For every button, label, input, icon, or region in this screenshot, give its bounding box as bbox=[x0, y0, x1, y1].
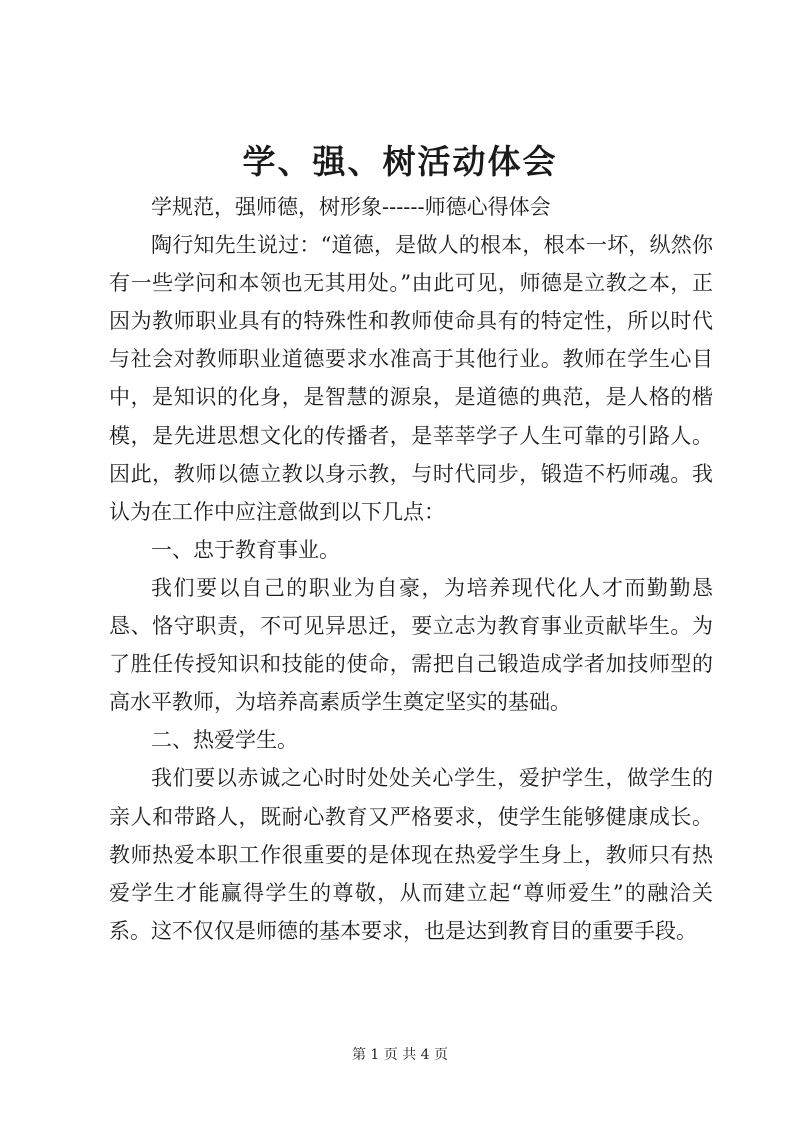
paragraph-section-1: 我们要以自己的职业为自豪，为培养现代化人才而勤勤恳恳、恪守职责，不可见异思迁，要立志为教育事业贡献毕生。为了胜任传授知识和技能的使命，需把自己锻造成学者加技师型的高水平教师，为培养高素质学生奠定坚实的基础。 bbox=[109, 575, 713, 715]
paragraph-section-2: 我们要以赤诚之心时时处处关心学生，爱护学生，做学生的亲人和带路人，既耐心教育又严格要求，使学生能够健康成长。教师热爱本职工作很重要的是体现在热爱学生身上，教师只有热爱学生才能赢得学生的尊敬，从而建立起“尊师爱生”的融洽关系。这不仅仅是师德的基本要求，也是达到教育目的重要手段。 bbox=[109, 766, 713, 943]
paragraph-subtitle: 学规范，强师德，树形象------师德心得体会 bbox=[151, 195, 551, 219]
page-number-footer: 第 1 页 共 4 页 bbox=[351, 1047, 449, 1063]
document-title: 学、强、树活动体会 bbox=[242, 142, 558, 181]
section-heading-1: 一、忠于教育事业。 bbox=[151, 537, 340, 562]
document-body bbox=[109, 188, 713, 950]
paragraph-intro: 陶行知先生说过：“道德，是做人的根本，根本一坏，纵然你有一些学问和本领也无其用处。”由此可见，师德是立教之本，正因为教师职业具有的特殊性和教师使命具有的特定性，所以时代与社会对教师职业道德要求水准高于其他行业。教师在学生心目中，是知识的化身，是智慧的源泉，是道德的典范，是人格的楷模，是先进思想文化的传播者，是莘莘学子人生可靠的引路人。因此，教师以德立教以身示教，与时代同步，锻造不朽师魂。我认为在工作中应注意做到以下几点： bbox=[109, 233, 713, 524]
section-heading-2: 二、热爱学生。 bbox=[151, 728, 298, 753]
